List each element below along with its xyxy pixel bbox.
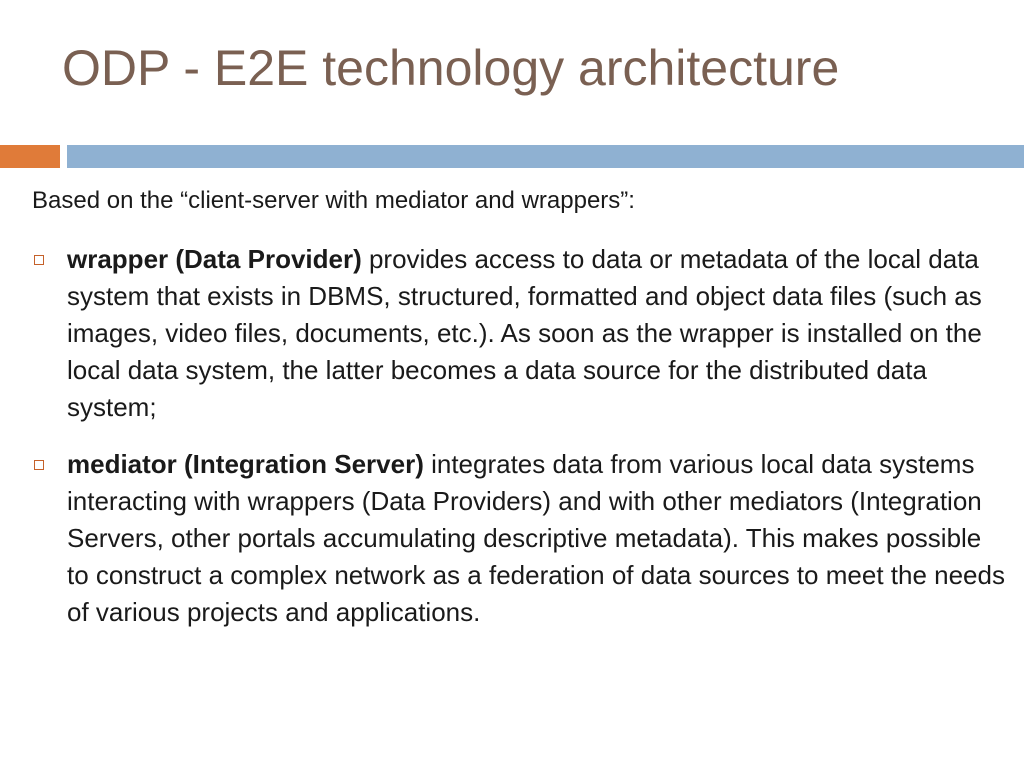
slide-body xyxy=(32,183,1007,631)
bullet-term: mediator (Integration Server) xyxy=(67,449,424,479)
title-divider-blue xyxy=(67,145,1024,168)
bullet-description: integrates data from various local data systems interacting with wrappers (Data Providers) and with other mediators (Integration Servers, other portals accumulating descriptive metadata). This makes possible to construct a complex network as a federation of data sources to meet the needs of various projects and applications. xyxy=(67,449,1005,627)
intro-text: Based on the “client-server with mediator and wrappers”: xyxy=(32,187,635,214)
title-divider-orange xyxy=(0,145,60,168)
slide-title: ODP - E2E technology architecture xyxy=(62,40,840,96)
bullet-description: provides access to data or metadata of the local data system that exists in DBMS, structured, formatted and object data files (such as images, video files, documents, etc.). As soon as the wrapper is installed on the local data system, the latter becomes a data source for the distributed data system; xyxy=(67,244,982,422)
hollow-square-bullet-icon xyxy=(34,255,44,265)
bullet-item-wrapper xyxy=(32,241,1007,426)
bullet-list xyxy=(32,241,1007,631)
bullet-item-mediator xyxy=(32,446,1007,631)
bullet-term: wrapper (Data Provider) xyxy=(67,244,362,274)
hollow-square-bullet-icon xyxy=(34,460,44,470)
